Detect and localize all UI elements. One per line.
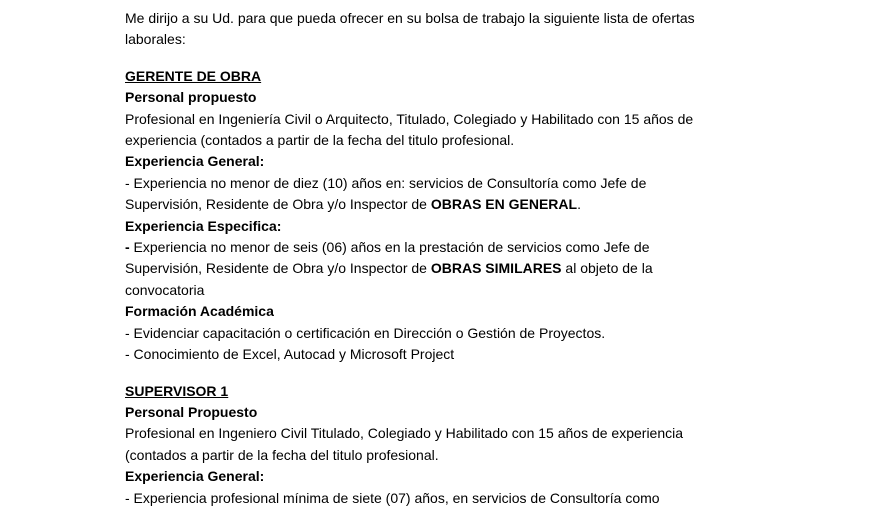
formacion-academica-line-2: - Conocimiento de Excel, Autocad y Microsoft Project xyxy=(125,346,455,363)
section-title-gerente: GERENTE DE OBRA xyxy=(125,67,262,84)
intro-paragraph xyxy=(125,8,845,51)
document-page xyxy=(125,8,845,509)
bold-obras-similares: OBRAS SIMILARES xyxy=(430,260,562,277)
formacion-academica-label: Formación Académica xyxy=(125,303,274,320)
personal-propuesto-line-1: Profesional en Ingeniería Civil o Arquitecto, Titulado, Colegiado y Habilitado con 15 años de xyxy=(125,110,694,127)
intro-line-2: laborales: xyxy=(125,31,186,48)
text-run: Supervisión, Residente de Obra y/o Inspector de xyxy=(125,260,431,277)
bold-dash: - xyxy=(125,239,130,256)
text-run: . xyxy=(577,196,581,213)
personal-propuesto-line-1: Profesional en Ingeniero Civil Titulado, Colegiado y Habilitado con 15 años de experiencia xyxy=(125,425,684,442)
experiencia-general-line-2 xyxy=(125,194,845,215)
experiencia-especifica-line-2 xyxy=(125,258,845,279)
experiencia-especifica-label: Experiencia Especifica: xyxy=(125,217,282,234)
experiencia-general-label: Experiencia General: xyxy=(125,468,265,485)
experiencia-general-line-1: - Experiencia profesional mínima de siete (07) años, en servicios de Consultoría como xyxy=(125,489,660,506)
section-gap xyxy=(125,366,845,381)
experiencia-especifica-line-1 xyxy=(125,237,845,258)
experiencia-general-line-1: - Experiencia no menor de diez (10) años en: servicios de Consultoría como Jefe de xyxy=(125,174,647,191)
text-run: Experiencia no menor de seis (06) años en la prestación de servicios como Jefe de xyxy=(129,239,650,256)
experiencia-especifica-line-3: convocatoria xyxy=(125,281,205,298)
text-run: al objeto de la xyxy=(561,260,653,277)
section-gerente-de-obra xyxy=(125,66,845,366)
formacion-academica-line-1: - Evidenciar capacitación o certificación en Dirección o Gestión de Proyectos. xyxy=(125,324,606,341)
personal-propuesto-label: Personal propuesto xyxy=(125,89,257,106)
text-run: Supervisión, Residente de Obra y/o Inspector de xyxy=(125,196,431,213)
personal-propuesto-label: Personal Propuesto xyxy=(125,403,258,420)
intro-line-1: Me dirijo a su Ud. para que pueda ofrecer en su bolsa de trabajo la siguiente lista de ofertas xyxy=(125,10,695,26)
bold-obras-en-general: OBRAS EN GENERAL xyxy=(430,196,578,213)
section-title-supervisor: SUPERVISOR 1 xyxy=(125,382,229,399)
section-supervisor-1 xyxy=(125,381,845,509)
personal-propuesto-line-2: (contados a partir de la fecha del titulo profesional. xyxy=(125,446,439,463)
experiencia-general-label: Experiencia General: xyxy=(125,153,265,170)
personal-propuesto-line-2: experiencia (contados a partir de la fecha del titulo profesional. xyxy=(125,132,515,149)
